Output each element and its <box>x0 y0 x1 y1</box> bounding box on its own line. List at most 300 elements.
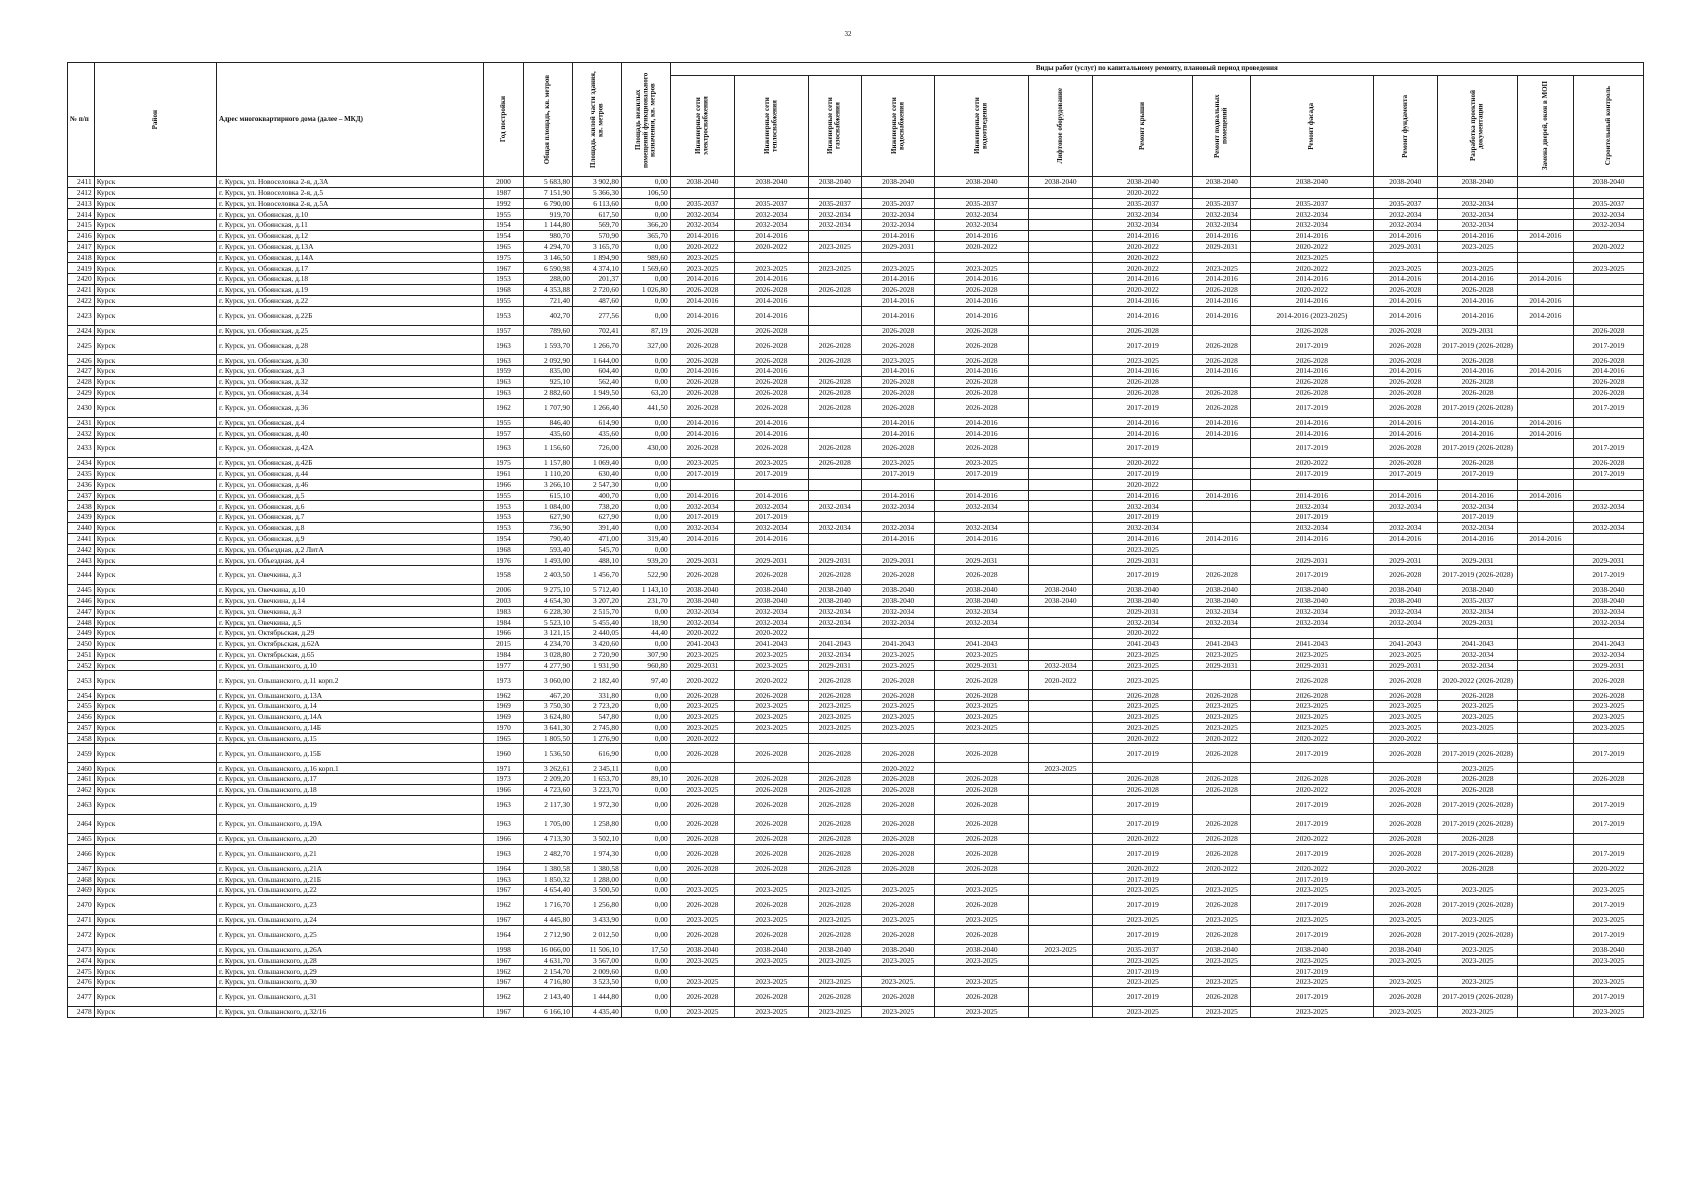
cell-sewer: 2026-2028 <box>935 671 1028 690</box>
cell-basement: 2023-2025 <box>1193 722 1251 733</box>
cell-lift <box>1028 733 1093 744</box>
cell-address: г. Курск, ул. Обоянская, д.34 <box>217 387 484 398</box>
cell-lift <box>1028 479 1093 490</box>
cell-basement: 2023-2025 <box>1193 263 1251 274</box>
cell-total-area: 9 275,10 <box>523 585 572 596</box>
cell-gas: 2041-2043 <box>808 639 861 650</box>
cell-total-area: 6 166,10 <box>523 1007 572 1018</box>
cell-sewer: 2029-2031 <box>935 555 1028 566</box>
cell-roof: 2020-2022 <box>1093 284 1193 295</box>
cell-total-area: 1 850,32 <box>523 874 572 885</box>
cell-year: 1963 <box>483 387 523 398</box>
cell-gas: 2026-2028 <box>808 988 861 1007</box>
cell-district: Курск <box>94 428 216 439</box>
cell-heat <box>735 544 808 555</box>
cell-address: г. Курск, ул. Ольшанского, д.26А <box>217 944 484 955</box>
cell-basement: 2032-2034 <box>1193 606 1251 617</box>
cell-gas <box>808 544 861 555</box>
cell-control: 2023-2025 <box>1573 701 1643 712</box>
cell-basement: 2014-2016 <box>1193 428 1251 439</box>
cell-design: 2029-2031 <box>1438 555 1518 566</box>
cell-basement: 2038-2040 <box>1193 585 1251 596</box>
cell-heat: 2020-2022 <box>735 241 808 252</box>
header-lift: Лифтовое оборудование <box>1028 76 1093 177</box>
cell-heat: 2014-2016 <box>735 230 808 241</box>
header-control: Строительный контроль <box>1573 76 1643 177</box>
cell-living-area: 562,40 <box>572 376 621 387</box>
cell-power <box>670 763 735 774</box>
cell-nonliving-area: 0,00 <box>621 417 670 428</box>
cell-heat: 2014-2016 <box>735 366 808 377</box>
cell-water <box>862 479 935 490</box>
cell-roof: 2017-2019 <box>1093 336 1193 355</box>
cell-gas: 2026-2028 <box>808 863 861 874</box>
cell-address: г. Курск, ул. Октябрьская, д.65 <box>217 649 484 660</box>
cell-foundation: 2032-2034 <box>1373 209 1438 220</box>
cell-living-area: 4 435,40 <box>572 1007 621 1018</box>
cell-nonliving-area: 0,00 <box>621 863 670 874</box>
cell-heat: 2026-2028 <box>735 814 808 833</box>
cell-address: г. Курск, ул. Овечкина, д.3 <box>217 606 484 617</box>
cell-facade: 2029-2031 <box>1251 555 1373 566</box>
cell-foundation: 2026-2028 <box>1373 387 1438 398</box>
cell-nonliving-area: 0,00 <box>621 501 670 512</box>
cell-roof: 2026-2028 <box>1093 325 1193 336</box>
cell-water: 2026-2028 <box>862 387 935 398</box>
cell-water <box>862 512 935 523</box>
cell-sewer: 2038-2040 <box>935 595 1028 606</box>
cell-district: Курск <box>94 774 216 785</box>
cell-foundation: 2038-2040 <box>1373 585 1438 596</box>
cell-facade: 2014-2016 <box>1251 366 1373 377</box>
cell-roof: 2020-2022 <box>1093 252 1193 263</box>
cell-roof: 2023-2025 <box>1093 977 1193 988</box>
cell-living-area: 1 444,80 <box>572 988 621 1007</box>
table-row <box>68 915 1644 926</box>
table-row <box>68 671 1644 690</box>
cell-lift <box>1028 795 1093 814</box>
cell-lift <box>1028 566 1093 585</box>
cell-water: 2029-2031 <box>862 555 935 566</box>
cell-num: 2438 <box>68 501 95 512</box>
cell-year: 1977 <box>483 660 523 671</box>
cell-foundation: 2020-2022 <box>1373 733 1438 744</box>
cell-water: 2020-2022 <box>862 763 935 774</box>
cell-lift <box>1028 501 1093 512</box>
cell-sewer: 2026-2028 <box>935 988 1028 1007</box>
cell-nonliving-area: 0,00 <box>621 701 670 712</box>
cell-sewer: 2014-2016 <box>935 533 1028 544</box>
cell-heat: 2014-2016 <box>735 417 808 428</box>
cell-power: 2026-2028 <box>670 355 735 366</box>
cell-foundation: 2029-2031 <box>1373 555 1438 566</box>
cell-num: 2463 <box>68 795 95 814</box>
cell-heat: 2032-2034 <box>735 522 808 533</box>
cell-total-area: 789,60 <box>523 325 572 336</box>
cell-district: Курск <box>94 660 216 671</box>
cell-water <box>862 733 935 744</box>
cell-nonliving-area: 0,00 <box>621 274 670 285</box>
cell-basement: 2020-2022 <box>1193 733 1251 744</box>
cell-heat: 2014-2016 <box>735 533 808 544</box>
cell-gas: 2026-2028 <box>808 774 861 785</box>
cell-district: Курск <box>94 595 216 606</box>
cell-lift <box>1028 701 1093 712</box>
cell-design: 2026-2028 <box>1438 376 1518 387</box>
cell-living-area: 4 374,10 <box>572 263 621 274</box>
cell-sewer: 2026-2028 <box>935 355 1028 366</box>
page-number: 32 <box>844 30 852 38</box>
cell-address: г. Курск, ул. Ольшанского, д.21А <box>217 863 484 874</box>
cell-foundation <box>1373 628 1438 639</box>
cell-doors: 2014-2016 <box>1518 295 1574 306</box>
cell-district: Курск <box>94 555 216 566</box>
cell-district: Курск <box>94 241 216 252</box>
cell-water: 2029-2031 <box>862 241 935 252</box>
cell-control: 2017-2019 <box>1573 844 1643 863</box>
cell-basement <box>1193 763 1251 774</box>
cell-total-area: 3 146,50 <box>523 252 572 263</box>
cell-living-area: 569,70 <box>572 220 621 231</box>
table-row <box>68 355 1644 366</box>
cell-nonliving-area: 327,00 <box>621 336 670 355</box>
cell-sewer: 2023-2025 <box>935 977 1028 988</box>
cell-num: 2475 <box>68 966 95 977</box>
cell-total-area: 2 092,90 <box>523 355 572 366</box>
cell-doors <box>1518 649 1574 660</box>
cell-living-area: 570,90 <box>572 230 621 241</box>
cell-living-area: 1 069,40 <box>572 458 621 469</box>
cell-lift: 2023-2025 <box>1028 763 1093 774</box>
cell-power: 2032-2034 <box>670 501 735 512</box>
cell-roof: 2017-2019 <box>1093 925 1193 944</box>
cell-facade: 2014-2016 <box>1251 533 1373 544</box>
cell-basement: 2026-2028 <box>1193 925 1251 944</box>
cell-design: 2023-2025 <box>1438 263 1518 274</box>
cell-nonliving-area: 44,40 <box>621 628 670 639</box>
cell-control <box>1573 533 1643 544</box>
cell-district: Курск <box>94 722 216 733</box>
cell-num: 2450 <box>68 639 95 650</box>
cell-foundation: 2038-2040 <box>1373 595 1438 606</box>
cell-lift <box>1028 606 1093 617</box>
cell-gas: 2038-2040 <box>808 595 861 606</box>
cell-address: г. Курск, ул. Обоянская, д.18 <box>217 274 484 285</box>
cell-basement: 2029-2031 <box>1193 660 1251 671</box>
cell-facade: 2017-2019 <box>1251 814 1373 833</box>
cell-year: 1963 <box>483 874 523 885</box>
cell-district: Курск <box>94 490 216 501</box>
cell-sewer: 2026-2028 <box>935 284 1028 295</box>
cell-lift: 2020-2022 <box>1028 671 1093 690</box>
cell-roof: 2014-2016 <box>1093 490 1193 501</box>
cell-facade: 2026-2028 <box>1251 774 1373 785</box>
cell-design: 2014-2016 <box>1438 417 1518 428</box>
cell-gas: 2023-2025 <box>808 241 861 252</box>
cell-basement: 2014-2016 <box>1193 274 1251 285</box>
cell-living-area: 1 972,30 <box>572 795 621 814</box>
cell-facade: 2038-2040 <box>1251 585 1373 596</box>
cell-total-area: 846,40 <box>523 417 572 428</box>
cell-address: г. Курск, ул. Новоселовка 2-я, д.5 <box>217 187 484 198</box>
cell-power: 2026-2028 <box>670 284 735 295</box>
cell-num: 2449 <box>68 628 95 639</box>
cell-water: 2038-2040 <box>862 595 935 606</box>
cell-power: 2014-2016 <box>670 295 735 306</box>
cell-heat <box>735 966 808 977</box>
cell-doors <box>1518 660 1574 671</box>
table-row <box>68 763 1644 774</box>
cell-sewer <box>935 733 1028 744</box>
cell-nonliving-area: 0,00 <box>621 925 670 944</box>
cell-basement <box>1193 522 1251 533</box>
cell-total-area: 6 590,98 <box>523 263 572 274</box>
cell-control <box>1573 417 1643 428</box>
cell-basement: 2038-2040 <box>1193 177 1251 188</box>
cell-doors <box>1518 220 1574 231</box>
cell-total-area: 980,70 <box>523 230 572 241</box>
cell-roof: 2026-2028 <box>1093 690 1193 701</box>
table-row <box>68 336 1644 355</box>
cell-district: Курск <box>94 649 216 660</box>
cell-living-area: 1 653,70 <box>572 774 621 785</box>
cell-water: 2038-2040 <box>862 585 935 596</box>
cell-design: 2017-2019 (2026-2028) <box>1438 988 1518 1007</box>
cell-foundation: 2041-2043 <box>1373 639 1438 650</box>
cell-sewer: 2023-2025 <box>935 1007 1028 1018</box>
cell-basement: 2029-2031 <box>1193 241 1251 252</box>
cell-water: 2026-2028 <box>862 988 935 1007</box>
cell-lift <box>1028 325 1093 336</box>
table-row <box>68 533 1644 544</box>
cell-design: 2017-2019 <box>1438 468 1518 479</box>
cell-year: 1953 <box>483 501 523 512</box>
cell-power: 2038-2040 <box>670 595 735 606</box>
cell-roof: 2023-2025 <box>1093 544 1193 555</box>
cell-design: 2023-2025 <box>1438 241 1518 252</box>
cell-roof: 2017-2019 <box>1093 566 1193 585</box>
cell-nonliving-area: 0,00 <box>621 988 670 1007</box>
cell-living-area: 488,10 <box>572 555 621 566</box>
cell-address: г. Курск, ул. Ольшанского, д.19 <box>217 795 484 814</box>
cell-district: Курск <box>94 325 216 336</box>
header-living-area: Площадь жилой части здания, кв. метров <box>572 63 621 177</box>
cell-facade: 2032-2034 <box>1251 522 1373 533</box>
cell-basement: 2026-2028 <box>1193 988 1251 1007</box>
cell-power: 2023-2025 <box>670 955 735 966</box>
cell-control: 2032-2034 <box>1573 501 1643 512</box>
cell-total-area: 627,90 <box>523 512 572 523</box>
cell-foundation: 2026-2028 <box>1373 774 1438 785</box>
cell-heat: 2026-2028 <box>735 863 808 874</box>
cell-basement <box>1193 544 1251 555</box>
cell-roof: 2020-2022 <box>1093 458 1193 469</box>
cell-nonliving-area: 0,00 <box>621 844 670 863</box>
cell-num: 2455 <box>68 701 95 712</box>
cell-num: 2433 <box>68 439 95 458</box>
cell-total-area: 402,70 <box>523 306 572 325</box>
cell-address: г. Курск, ул. Обоянская, д.40 <box>217 428 484 439</box>
cell-design: 2032-2034 <box>1438 198 1518 209</box>
cell-roof: 2017-2019 <box>1093 988 1193 1007</box>
cell-facade <box>1251 187 1373 198</box>
cell-lift <box>1028 774 1093 785</box>
cell-year: 1969 <box>483 701 523 712</box>
cell-living-area: 1 456,70 <box>572 566 621 585</box>
cell-address: г. Курск, ул. Ольшанского, д.23 <box>217 896 484 915</box>
cell-year: 1969 <box>483 712 523 723</box>
cell-roof: 2026-2028 <box>1093 774 1193 785</box>
cell-facade: 2017-2019 <box>1251 566 1373 585</box>
cell-lift <box>1028 885 1093 896</box>
cell-year: 1963 <box>483 844 523 863</box>
cell-lift <box>1028 844 1093 863</box>
cell-heat: 2026-2028 <box>735 376 808 387</box>
cell-year: 1967 <box>483 1007 523 1018</box>
cell-district: Курск <box>94 209 216 220</box>
cell-doors <box>1518 355 1574 366</box>
cell-doors <box>1518 522 1574 533</box>
cell-roof: 2017-2019 <box>1093 874 1193 885</box>
cell-power: 2023-2025 <box>670 885 735 896</box>
cell-living-area: 1 380,58 <box>572 863 621 874</box>
cell-doors <box>1518 387 1574 398</box>
cell-design: 2026-2028 <box>1438 833 1518 844</box>
cell-design <box>1438 252 1518 263</box>
cell-foundation: 2023-2025 <box>1373 649 1438 660</box>
cell-living-area: 2 515,70 <box>572 606 621 617</box>
cell-living-area: 3 223,70 <box>572 785 621 796</box>
cell-heat: 2023-2025 <box>735 885 808 896</box>
cell-facade: 2023-2025 <box>1251 701 1373 712</box>
cell-district: Курск <box>94 690 216 701</box>
table-row <box>68 428 1644 439</box>
cell-living-area: 3 500,50 <box>572 885 621 896</box>
cell-year: 1967 <box>483 263 523 274</box>
cell-water: 2041-2043 <box>862 639 935 650</box>
cell-total-area: 3 121,15 <box>523 628 572 639</box>
cell-gas: 2029-2031 <box>808 660 861 671</box>
cell-doors <box>1518 955 1574 966</box>
cell-roof: 2020-2022 <box>1093 479 1193 490</box>
cell-address: г. Курск, ул. Ольшанского, д.32/16 <box>217 1007 484 1018</box>
cell-basement: 2023-2025 <box>1193 712 1251 723</box>
cell-roof: 2032-2034 <box>1093 220 1193 231</box>
cell-facade: 2020-2022 <box>1251 863 1373 874</box>
header-gas: Инженерные сети газоснабжения <box>808 76 861 177</box>
cell-year: 1954 <box>483 533 523 544</box>
cell-gas: 2026-2028 <box>808 795 861 814</box>
cell-design: 2032-2034 <box>1438 649 1518 660</box>
cell-num: 2467 <box>68 863 95 874</box>
cell-sewer: 2038-2040 <box>935 944 1028 955</box>
cell-control: 2023-2025 <box>1573 263 1643 274</box>
cell-nonliving-area: 97,40 <box>621 671 670 690</box>
cell-district: Курск <box>94 263 216 274</box>
cell-heat: 2041-2043 <box>735 639 808 650</box>
cell-water: 2014-2016 <box>862 274 935 285</box>
cell-gas: 2026-2028 <box>808 896 861 915</box>
cell-design <box>1438 733 1518 744</box>
cell-lift <box>1028 295 1093 306</box>
cell-design: 2035-2037 <box>1438 595 1518 606</box>
cell-gas: 2035-2037 <box>808 198 861 209</box>
cell-living-area: 3 567,00 <box>572 955 621 966</box>
cell-water: 2032-2034 <box>862 220 935 231</box>
cell-num: 2444 <box>68 566 95 585</box>
cell-num: 2471 <box>68 915 95 926</box>
cell-gas: 2023-2025 <box>808 263 861 274</box>
table-row <box>68 649 1644 660</box>
cell-total-area: 4 654,30 <box>523 595 572 606</box>
cell-gas: 2032-2034 <box>808 209 861 220</box>
cell-heat: 2032-2034 <box>735 617 808 628</box>
cell-num: 2468 <box>68 874 95 885</box>
cell-sewer: 2026-2028 <box>935 785 1028 796</box>
cell-roof: 2023-2025 <box>1093 1007 1193 1018</box>
cell-power: 2026-2028 <box>670 387 735 398</box>
cell-living-area: 3 502,10 <box>572 833 621 844</box>
cell-roof: 2023-2025 <box>1093 955 1193 966</box>
cell-power: 2023-2025 <box>670 785 735 796</box>
cell-foundation: 2026-2028 <box>1373 398 1438 417</box>
cell-facade: 2026-2028 <box>1251 325 1373 336</box>
cell-address: г. Курск, ул. Обоянская, д.7 <box>217 512 484 523</box>
table-row <box>68 398 1644 417</box>
cell-lift <box>1028 1007 1093 1018</box>
cell-nonliving-area: 0,00 <box>621 198 670 209</box>
table-row <box>68 814 1644 833</box>
cell-nonliving-area: 0,00 <box>621 977 670 988</box>
cell-water: 2026-2028 <box>862 439 935 458</box>
cell-district: Курск <box>94 712 216 723</box>
cell-water: 2023-2025 <box>862 660 935 671</box>
cell-heat <box>735 763 808 774</box>
cell-control: 2020-2022 <box>1573 241 1643 252</box>
cell-lift <box>1028 988 1093 1007</box>
cell-sewer: 2023-2025 <box>935 915 1028 926</box>
table-row <box>68 555 1644 566</box>
cell-water: 2014-2016 <box>862 306 935 325</box>
cell-lift <box>1028 628 1093 639</box>
cell-doors <box>1518 595 1574 606</box>
cell-heat: 2017-2019 <box>735 512 808 523</box>
cell-lift <box>1028 722 1093 733</box>
cell-foundation <box>1373 187 1438 198</box>
cell-design <box>1438 187 1518 198</box>
cell-doors <box>1518 458 1574 469</box>
cell-sewer: 2023-2025 <box>935 955 1028 966</box>
cell-power: 2020-2022 <box>670 628 735 639</box>
cell-facade: 2014-2016 <box>1251 295 1373 306</box>
cell-district: Курск <box>94 220 216 231</box>
cell-year: 1963 <box>483 376 523 387</box>
cell-num: 2464 <box>68 814 95 833</box>
cell-doors <box>1518 263 1574 274</box>
cell-district: Курск <box>94 566 216 585</box>
table-row <box>68 376 1644 387</box>
cell-sewer: 2026-2028 <box>935 744 1028 763</box>
cell-control: 2041-2043 <box>1573 639 1643 650</box>
cell-facade: 2023-2025 <box>1251 915 1373 926</box>
cell-water: 2026-2028 <box>862 744 935 763</box>
cell-gas: 2026-2028 <box>808 398 861 417</box>
cell-control: 2029-2031 <box>1573 555 1643 566</box>
cell-facade: 2017-2019 <box>1251 925 1373 944</box>
cell-design: 2038-2040 <box>1438 585 1518 596</box>
cell-control: 2032-2034 <box>1573 617 1643 628</box>
cell-sewer: 2026-2028 <box>935 439 1028 458</box>
